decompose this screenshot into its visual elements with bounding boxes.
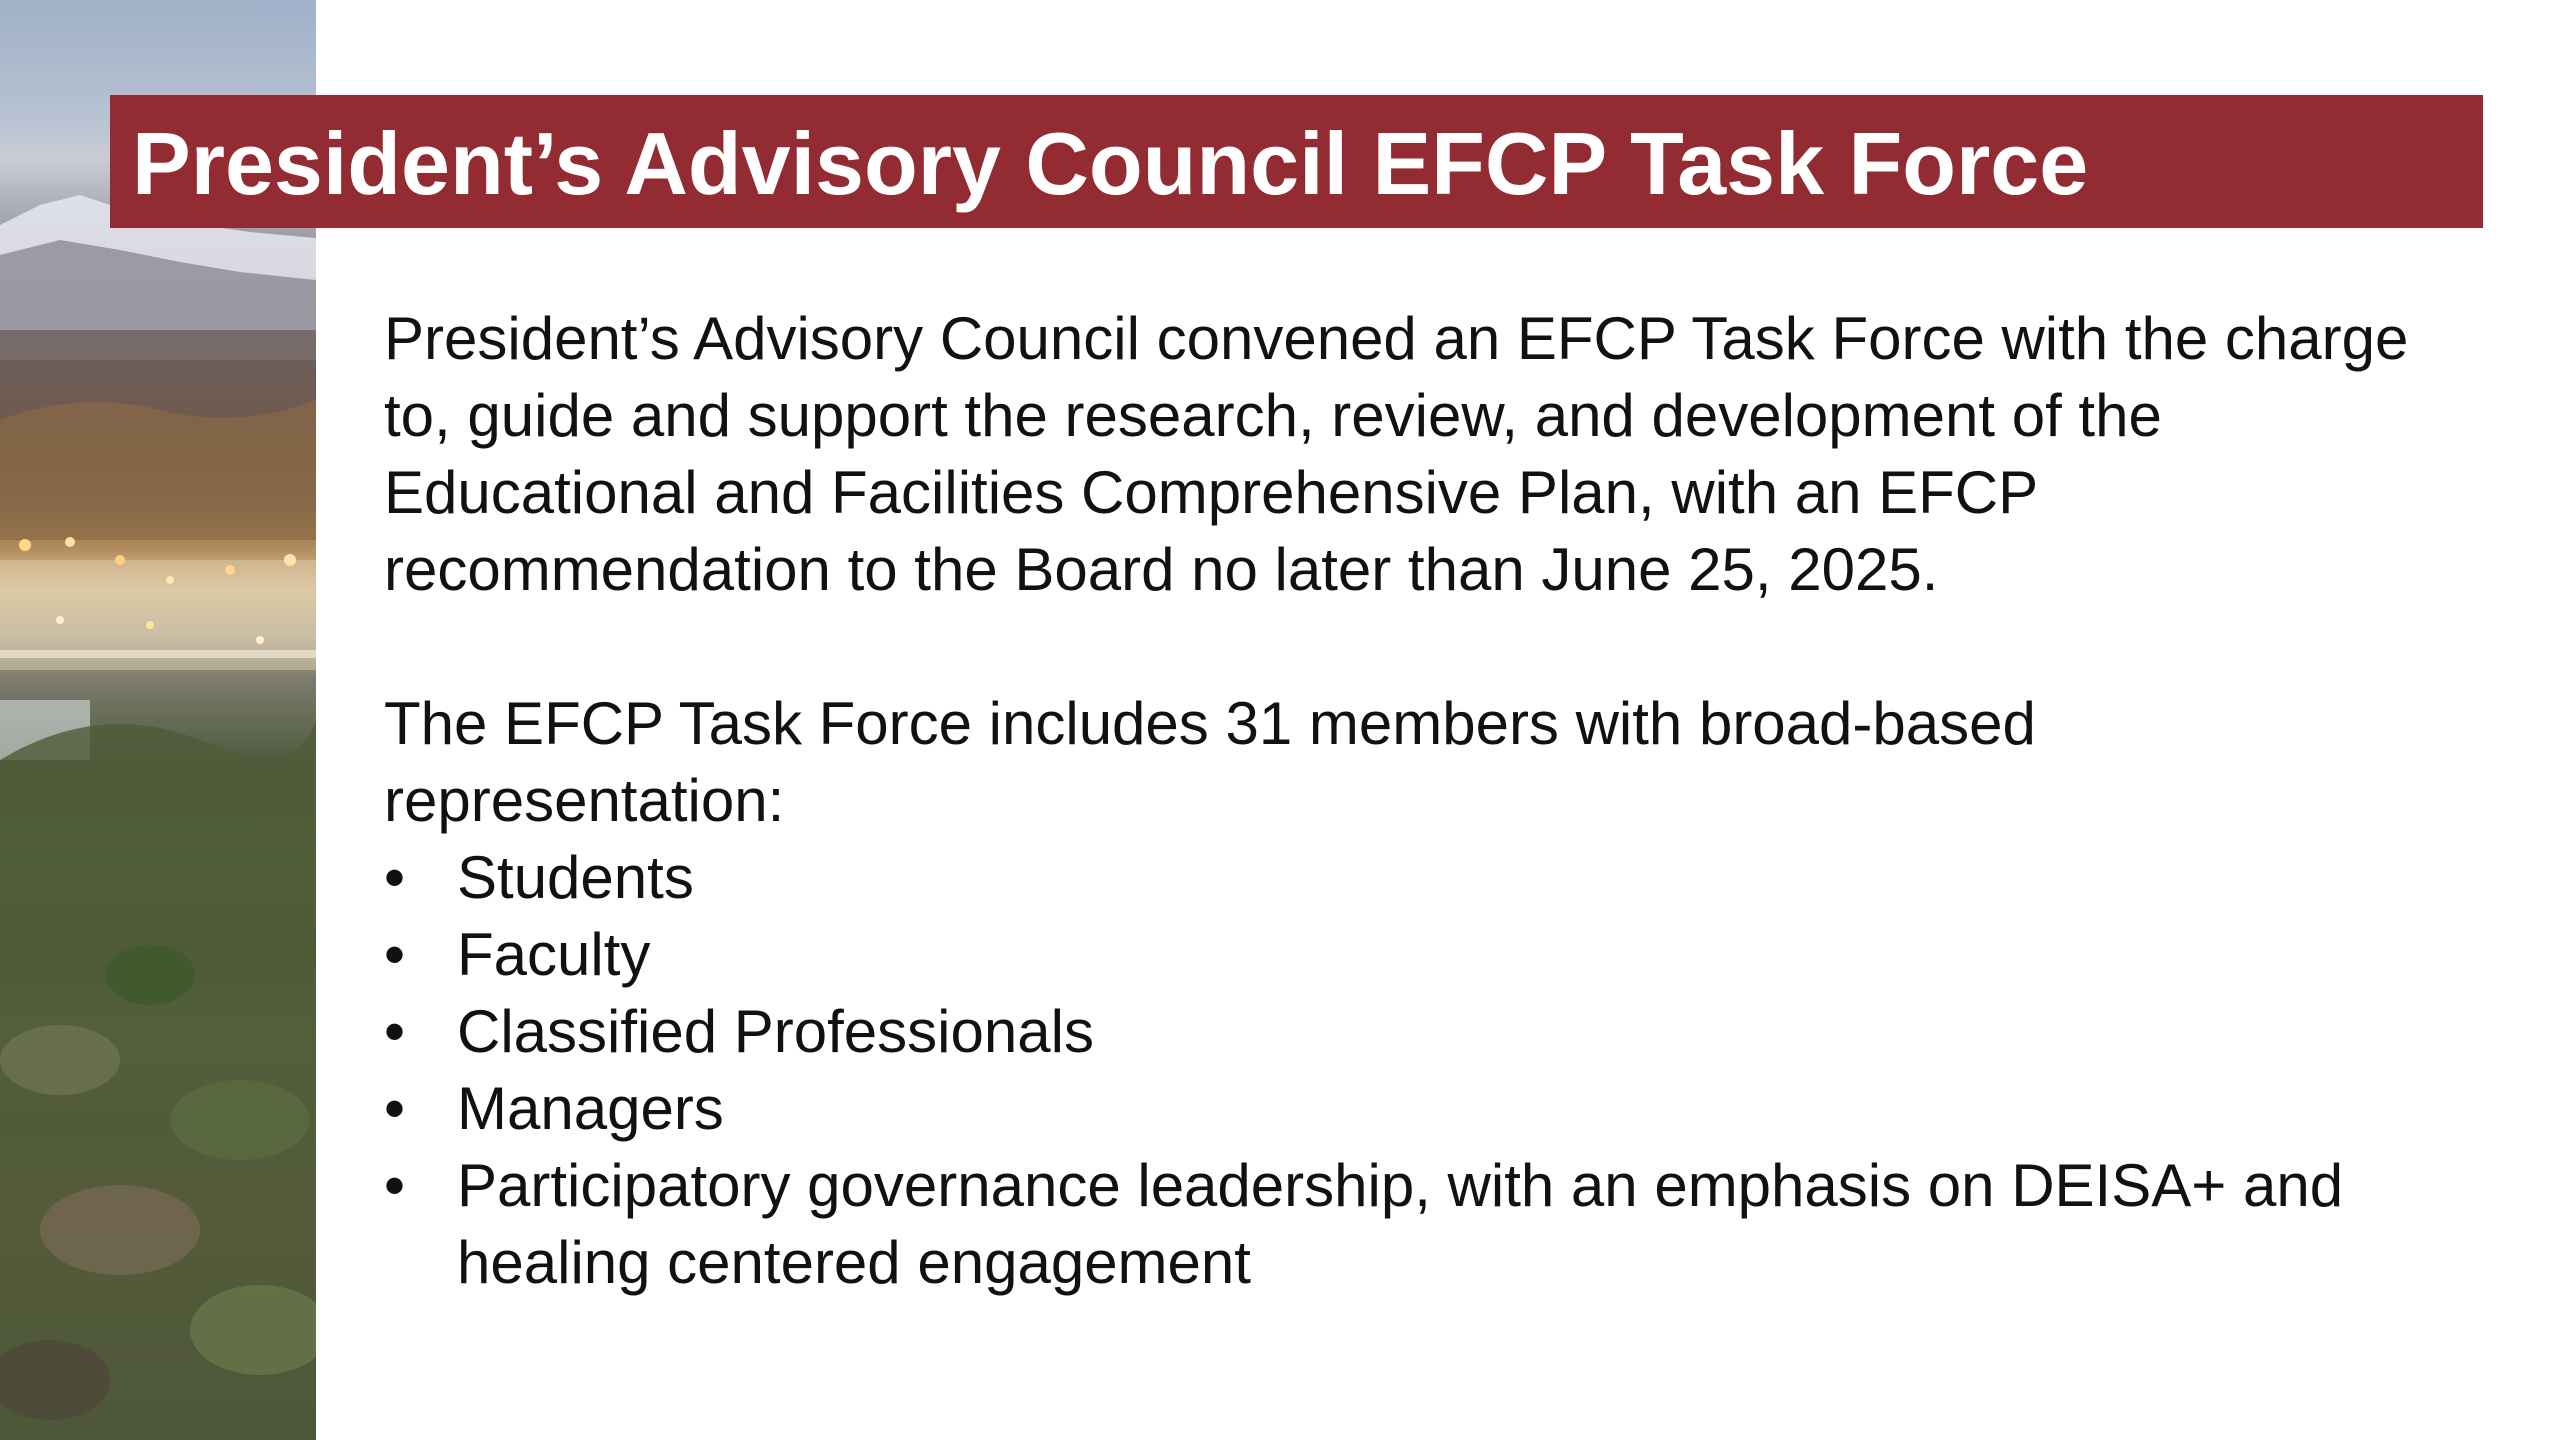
list-item-label: Managers	[457, 1075, 724, 1142]
paragraph-spacer	[384, 608, 2424, 685]
bullet-icon: •	[384, 844, 406, 911]
list-item	[384, 1070, 2424, 1147]
list-item-label: Students	[457, 844, 694, 911]
slide-body	[384, 300, 2424, 1301]
list-item	[384, 1147, 2424, 1301]
list-item	[384, 993, 2424, 1070]
title-bar	[110, 95, 2483, 228]
list-item	[384, 916, 2424, 993]
representation-list	[384, 839, 2424, 1301]
bullet-icon: •	[384, 1152, 406, 1219]
bullet-icon: •	[384, 998, 406, 1065]
bullet-icon: •	[384, 1075, 406, 1142]
bullet-icon: •	[384, 921, 406, 988]
intro-paragraph: President’s Advisory Council convened an EFCP Task Force with the charge to, guide and support the research, review, and development of the Educational and Facilities Comprehensive Plan, with an EFCP recommendation to the Board no later than June 25, 2025.	[384, 305, 2409, 603]
membership-paragraph: The EFCP Task Force includes 31 members with broad-based representation:	[384, 690, 2036, 834]
list-item-label: Participatory governance leadership, with an emphasis on DEISA+ and healing centered engagement	[457, 1152, 2344, 1296]
list-item	[384, 839, 2424, 916]
list-item-label: Faculty	[457, 921, 651, 988]
list-item-label: Classified Professionals	[457, 998, 1094, 1065]
slide-title: President’s Advisory Council EFCP Task Force	[132, 113, 2089, 213]
